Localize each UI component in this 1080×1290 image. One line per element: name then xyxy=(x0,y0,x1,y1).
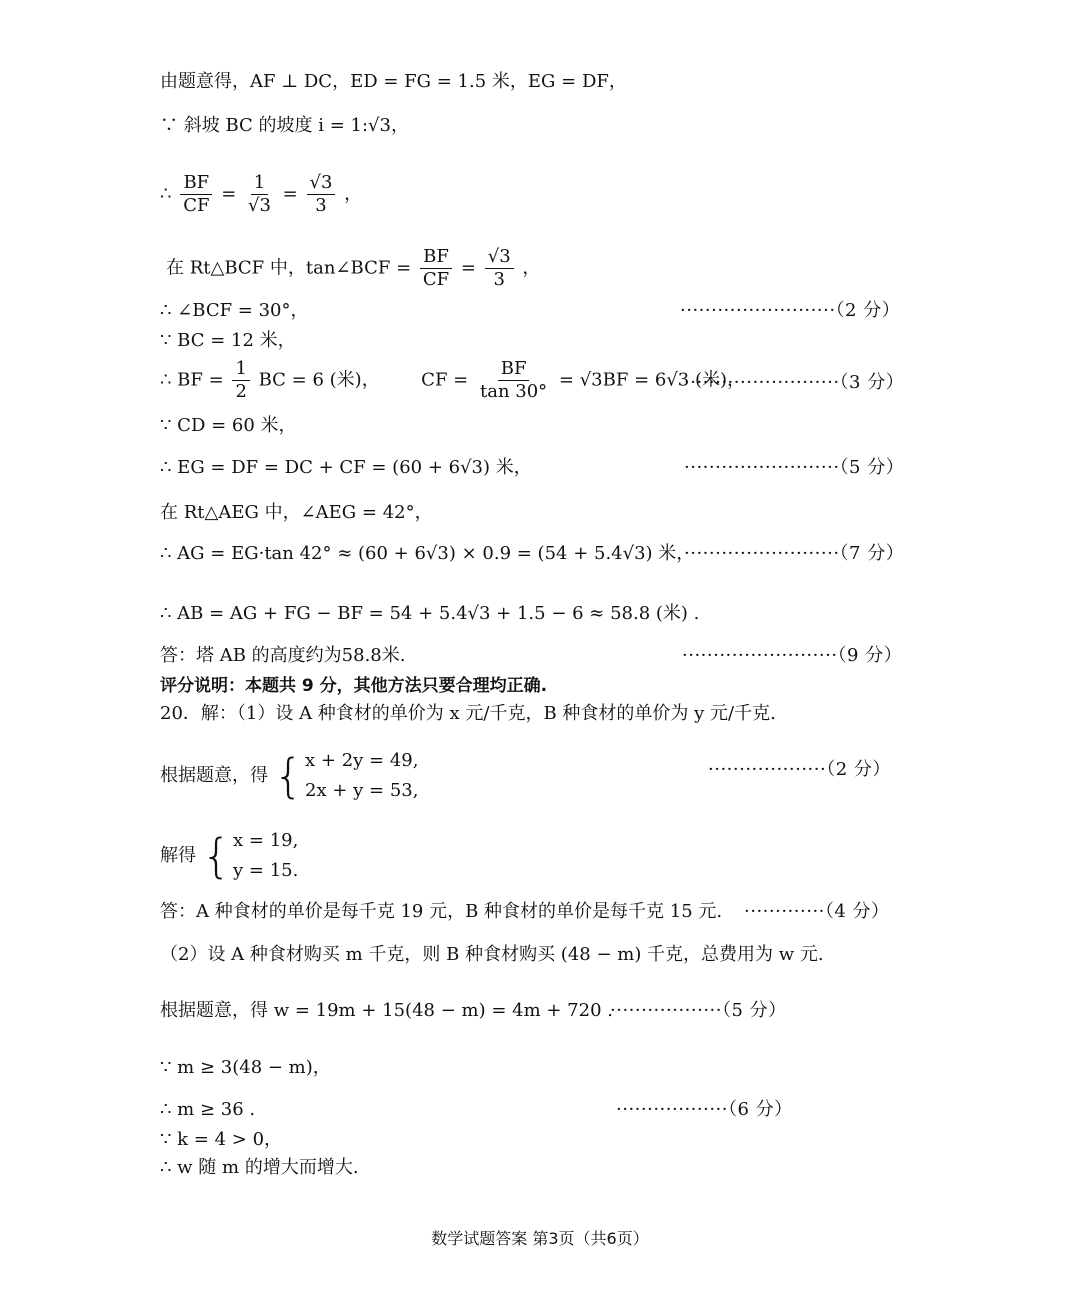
line-ab: ∴ AB = AG + FG − BF = 54 + 5.4√3 + 1.5 − 6 ≈ 58.8 (米) . xyxy=(160,603,700,624)
line-rt-aeg: 在 Rt△AEG 中，∠AEG = 42°， xyxy=(160,502,433,523)
solution-row: y = 15. xyxy=(233,860,299,881)
fraction-numerator: BF xyxy=(498,358,530,381)
line-tan-bcf xyxy=(166,246,540,291)
bf-label: ∴ BF = xyxy=(160,369,224,391)
line-k: ∵ k = 4 > 0， xyxy=(160,1129,283,1150)
fraction-bf-cf xyxy=(420,246,452,291)
fraction-sqrt3-3 xyxy=(485,246,514,291)
line-m36: ∴ m ≥ 36 . xyxy=(160,1099,256,1120)
equation-row: x + 2y = 49, xyxy=(305,750,419,771)
line-increasing: ∴ w 随 m 的增大而增大. xyxy=(160,1157,359,1178)
fraction-numerator: BF xyxy=(180,172,212,195)
line-inequality: ∵ m ≥ 3(48 − m)， xyxy=(160,1057,331,1078)
comma: ， xyxy=(522,257,541,279)
line-given: 由题意得，AF ⊥ DC，ED = FG = 1.5 米，EG = DF， xyxy=(160,71,627,92)
score-9: ·························（9 分） xyxy=(682,645,903,666)
answer-prices: 答：A 种食材的单价是每千克 19 元，B 种食材的单价是每千克 15 元. xyxy=(160,901,723,922)
equation-system xyxy=(274,746,419,806)
solution-row: x = 19, xyxy=(233,830,299,851)
line-answer-ab: 答：塔 AB 的高度约为58.8米. xyxy=(160,645,406,666)
fraction-denominator: 3 xyxy=(493,269,505,290)
score-5b: ··················（5 分） xyxy=(610,1000,787,1021)
solution-values xyxy=(202,826,299,886)
line-slope: ∵ 斜坡 BC 的坡度 i = 1:√3， xyxy=(160,115,409,136)
fraction-denominator: CF xyxy=(422,269,450,290)
line-bf-cf xyxy=(160,358,745,403)
cf-value: = √3BF = 6√3 (米)， xyxy=(558,369,746,391)
fraction-numerator: √3 xyxy=(485,246,514,269)
fraction-numerator: √3 xyxy=(307,172,336,195)
line-ratio xyxy=(160,172,362,217)
brace-icon: { xyxy=(201,829,232,883)
score-3: ·························（3 分） xyxy=(684,372,905,393)
part-2: （2）设 A 种食材购买 m 千克，则 B 种食材购买 (48 − m) 千克，总费用为 w 元. xyxy=(160,944,824,965)
grading-note: 评分说明：本题共 9 分，其他方法只要合理均正确. xyxy=(160,676,548,696)
equation-row: 2x + y = 53, xyxy=(305,780,419,801)
fraction-numerator: 1 xyxy=(251,172,268,195)
fraction-numerator: 1 xyxy=(232,358,249,381)
line-ag: ∴ AG = EG·tan 42° ≈ (60 + 6√3) × 0.9 = (54 + 5.4√3) 米， xyxy=(160,543,695,564)
fraction-1-sqrt3 xyxy=(245,172,274,217)
score-4: ·············（4 分） xyxy=(744,901,890,922)
fraction-denominator: 2 xyxy=(235,381,247,402)
equals-sign: = xyxy=(282,183,298,205)
fraction-bf-tan30 xyxy=(477,358,550,403)
solution-prefix: 解得 xyxy=(160,845,196,866)
score-5: ·························（5 分） xyxy=(684,457,905,478)
score-6: ··················（6 分） xyxy=(616,1099,793,1120)
fraction-denominator: CF xyxy=(183,195,210,216)
tan-prefix: 在 Rt△BCF 中，tan∠BCF = xyxy=(166,257,412,279)
brace-icon: { xyxy=(273,749,304,803)
fraction-denominator: tan 30° xyxy=(479,381,548,402)
line-w-equation: 根据题意，得 w = 19m + 15(48 − m) = 4m + 720 . xyxy=(160,1000,613,1021)
line-eg: ∴ EG = DF = DC + CF = (60 + 6√3) 米， xyxy=(160,457,532,478)
line-bc: ∵ BC = 12 米， xyxy=(160,330,296,351)
therefore-symbol: ∴ xyxy=(160,183,172,205)
solution-system xyxy=(160,826,298,886)
fraction-bf-cf xyxy=(180,172,212,217)
score-2: ·························（2 分） xyxy=(680,300,901,321)
equals-sign: = xyxy=(221,183,237,205)
question-20: 20．解：（1）设 A 种食材的单价为 x 元/千克，B 种食材的单价为 y 元/千克. xyxy=(160,703,776,724)
system-of-equations xyxy=(160,746,418,806)
system-prefix: 根据题意，得 xyxy=(160,765,268,786)
fraction-numerator: BF xyxy=(420,246,452,269)
score-7: ·························（7 分） xyxy=(684,543,905,564)
fraction-sqrt3-3 xyxy=(307,172,336,217)
cf-label: CF = xyxy=(421,369,469,391)
line-cd: ∵ CD = 60 米， xyxy=(160,415,297,436)
fraction-denominator: √3 xyxy=(248,195,271,216)
comma: ， xyxy=(344,183,363,205)
fraction-denominator: 3 xyxy=(315,195,327,216)
score-2b: ···················（2 分） xyxy=(708,759,891,780)
page-footer: 数学试题答案 第3页（共6页） xyxy=(431,1229,649,1248)
fraction-one-half xyxy=(232,358,249,403)
bf-value: BC = 6 (米)， xyxy=(258,369,380,391)
equals-sign: = xyxy=(460,257,476,279)
line-angle-bcf: ∴ ∠BCF = 30°， xyxy=(160,300,309,321)
